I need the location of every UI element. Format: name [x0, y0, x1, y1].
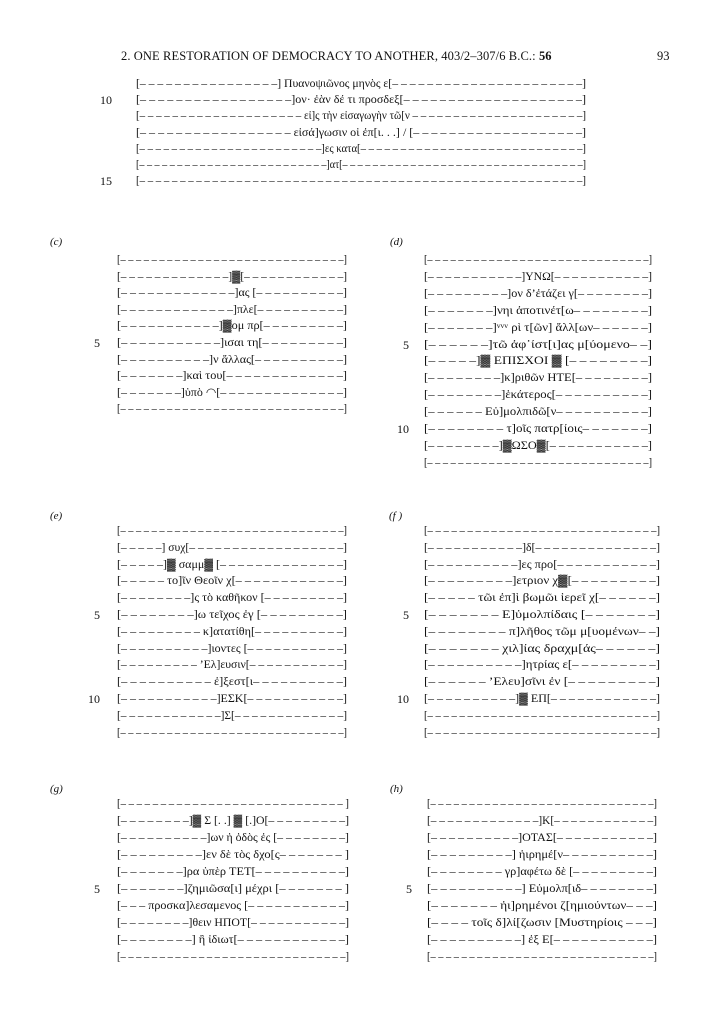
- inscription-line: [424, 304, 652, 319]
- inscription-line: [117, 270, 347, 285]
- inscription-line-text: [‒ ‒ ‒ ‒ ‒ ‒ ‒ ‒ ‒ ‒ ‒]▓ομ πρ[‒ ‒ ‒ ‒ ‒ ‒ ‒ ‒ ‒]: [117, 320, 347, 333]
- fragment-label: (d): [390, 236, 403, 248]
- inscription-line: [427, 848, 657, 863]
- inscription-line: [424, 541, 660, 556]
- inscription-line: [424, 338, 652, 353]
- inscription-line: [424, 456, 652, 471]
- inscription-line-text: [‒ ‒ ‒ ‒ ‒ ‒ ‒ ‒ ‒ ‒ ‒ ‒ ‒ ‒ ‒ ‒ ‒ ‒ ‒ ‒ ‒ ‒ ‒]ες κατα[‒ ‒ ‒ ‒ ‒ ‒ ‒ ‒ ‒ ‒ ‒ ‒ ‒ ‒ ‒ ‒ ‒ ‒ ‒ ‒ ‒ ‒ ‒ ‒ ‒ ‒ ‒ ‒]: [136, 142, 586, 155]
- inscription-line: [117, 726, 347, 741]
- inscription-line-text: [‒ ‒ ‒ ‒ ‒ ‒ ‒ ‒ ‒ ‒ ‒ ‒ ‒ ‒ ‒ ‒ ‒ ‒ ‒ ‒ ‒ ‒ ‒ ‒ ‒ ‒ ‒ ‒ ‒]: [427, 951, 657, 963]
- inscription-line: [424, 625, 660, 640]
- inscription-line-text: [‒ ‒ ‒ προσκα]λεσαμενος [‒ ‒ ‒ ‒ ‒ ‒ ‒ ‒ ‒ ‒ ‒]: [117, 900, 349, 912]
- inscription-line: [427, 814, 657, 829]
- inscription-line: [117, 933, 349, 948]
- inscription-line: [427, 950, 657, 965]
- inscription-line-text: [‒ ‒ ‒ ‒ ‒ ‒ ‒ ‒ ‒ ‒ ‒ ‒ ‒]▓[‒ ‒ ‒ ‒ ‒ ‒ ‒ ‒ ‒ ‒ ‒ ‒]: [117, 270, 347, 283]
- inscription-line-text: [‒ ‒ ‒ ‒ ‒ ‒ ‒ ‒ ‒ ‒]ητρίας ε[‒ ‒ ‒ ‒ ‒ ‒ ‒ ‒ ‒]: [424, 659, 660, 672]
- inscription-line: [136, 126, 586, 141]
- inscription-line-text: [‒ ‒ ‒ ‒ ‒ ‒ ‒ ‒ ‒]εν δὲ τὸς δχο[ς‒ ‒ ‒ ‒ ‒ ‒ ‒ ]: [117, 849, 349, 861]
- inscription-line: [424, 439, 652, 454]
- inscription-line-text: [‒ ‒ ‒ ‒ ‒ ‒ ‒ ‒]▓ Σ [. .] ▓ [.]Ο[‒ ‒ ‒ ‒ ‒ ‒ ‒ ‒ ‒]: [117, 815, 349, 827]
- inscription-line: [424, 709, 660, 724]
- inscription-line: [424, 321, 652, 336]
- inscription-line-text: [‒ ‒ ‒ ‒ ‒ ‒ ‒ ‒ ‒ ‒ ‒ ‒ ‒]ας [‒ ‒ ‒ ‒ ‒ ‒ ‒ ‒ ‒ ‒]: [117, 287, 347, 300]
- inscription-line: [117, 574, 347, 589]
- inscription-line-text: [‒ ‒ ‒ ‒ ‒ ‒ ‒ ‒] ἢ ἰδιωτ[‒ ‒ ‒ ‒ ‒ ‒ ‒ ‒ ‒ ‒ ‒ ‒]: [117, 934, 349, 946]
- inscription-line: [424, 658, 660, 673]
- inscription-line: [117, 353, 347, 368]
- page-number: 93: [657, 49, 670, 63]
- inscription-line: [427, 882, 657, 897]
- inscription-line: [117, 899, 349, 914]
- inscription-line-text: [‒ ‒ ‒ ‒ ‒ ‒ ‒ ‒ ‒ ‒ ‒ ‒ ‒]πλε[‒ ‒ ‒ ‒ ‒ ‒ ‒ ‒ ‒ ‒]: [117, 303, 347, 316]
- inscription-line: [424, 388, 652, 403]
- inscription-line: [136, 77, 586, 92]
- inscription-line: [117, 642, 347, 657]
- inscription-line-text: [‒ ‒ ‒ ‒ ‒ ‒ ‒ ‒ ‒ ‒ ‒ ‒]Σ[‒ ‒ ‒ ‒ ‒ ‒ ‒ ‒ ‒ ‒ ‒ ‒ ‒]: [117, 709, 347, 722]
- inscription-line-text: [‒ ‒ ‒ ‒ ‒ ‒ ‒]καὶ του[‒ ‒ ‒ ‒ ‒ ‒ ‒ ‒ ‒ ‒ ‒ ‒ ‒]: [117, 370, 347, 383]
- inscription-line: [117, 541, 347, 556]
- inscription-line-text: [‒ ‒ ‒ ‒ ‒ ‒ ‒ ‒ ‒ ‒]ων ἡ ὁδὸς ἐς [‒ ‒ ‒ ‒ ‒ ‒ ‒ ‒]: [117, 832, 349, 844]
- inscription-line: [424, 642, 660, 657]
- inscription-line-text: [‒ ‒ ‒ ‒ ‒ ‒ ‒ ‒ ‒ ‒ ‒ ‒ ‒ ‒ ‒ ‒ ‒ ‒ ‒ ‒ ‒ ‒ ‒ ‒ ‒ ‒ ‒ ‒ ‒]: [117, 403, 347, 416]
- inscription-line: [427, 899, 657, 914]
- inscription-line-text: [‒ ‒ ‒ ‒ ‒ ‒ ‒ ‒ ‒ ‒ ‒ ‒ ‒ ‒ ‒ ‒ ‒ ‒ ‒ ‒ ‒ ‒ ‒ ‒ ‒ ‒ ‒ ‒ ‒]: [424, 525, 660, 537]
- fragment-label: (c): [50, 236, 63, 248]
- line-number: 10: [100, 93, 112, 108]
- inscription-line-text: [‒ ‒ ‒ ‒ ‒ ‒ ‒ ‒ τ]οῖς πατρ[ίοις‒ ‒ ‒ ‒ ‒ ‒ ‒]: [424, 423, 652, 435]
- line-number: 15: [100, 174, 112, 189]
- line-number: 5: [94, 882, 100, 896]
- fragment-label: (f ): [389, 510, 403, 522]
- inscription-line: [136, 109, 586, 124]
- inscription-line-text: [‒ ‒ ‒ ‒ ‒ ‒ ‒ ‒ ‒ ‒ ‒ ‒ ‒ ‒ ‒ ‒ ‒ ‒ ‒ ‒ ‒ ‒ ‒ ‒ ‒ ‒ ‒ ‒ ‒]: [117, 951, 349, 963]
- inscription-line: [117, 303, 347, 318]
- inscription-line: [117, 865, 349, 880]
- inscription-line-text: [‒ ‒ ‒ ‒ ‒ ‒ ‒ ‒ ‒ ‒ ‒ ‒ ‒ ‒ ‒ ‒] Πυανοψιῶνος μηνὸς ε[‒ ‒ ‒ ‒ ‒ ‒ ‒ ‒ ‒ ‒ ‒ ‒ ‒ ‒ ‒ ‒ ‒ ‒ ‒ ‒ ‒ ‒]: [136, 78, 586, 90]
- inscription-line-text: [‒ ‒ ‒ ‒ ‒ ‒ ‒ ‒]ω τεῖχος ἐγ [‒ ‒ ‒ ‒ ‒ ‒ ‒ ‒ ‒]: [117, 609, 347, 621]
- inscription-line-text: [‒ ‒ ‒ ‒ ‒ ‒ ‒ ‒ ‒ ‒ ‒]ΕΣΚ[‒ ‒ ‒ ‒ ‒ ‒ ‒ ‒ ‒ ‒ ‒]: [117, 693, 347, 705]
- inscription-line-text: [‒ ‒ ‒ ‒ ‒ ‒ Εὐ]μολπιδῶ[ν‒ ‒ ‒ ‒ ‒ ‒ ‒ ‒ ‒ ‒]: [424, 406, 652, 419]
- inscription-line-text: [‒ ‒ ‒ ‒ ‒ ‒ ‒ ‒ ‒ ‒ ‒ ‒ ‒ ‒ ‒ ‒ ‒ ‒ ‒ ‒ ‒ ‒ ‒ ‒ ‒ ‒ ‒ ‒ ‒]: [424, 254, 652, 266]
- inscription-line-text: [‒ ‒ ‒ ‒ τοῖς δ]λί[ζωσιν [Μυστηρίοις ‒ ‒ ‒]: [427, 917, 657, 929]
- inscription-line: [117, 319, 347, 334]
- inscription-line: [424, 253, 652, 268]
- inscription-line: [427, 916, 657, 931]
- inscription-line: [424, 558, 660, 573]
- inscription-line: [424, 574, 660, 589]
- inscription-line: [427, 865, 657, 880]
- inscription-line-text: [‒ ‒ ‒ ‒ ‒ ‒ ‒ ‒ γρ]αφέτω δὲ [‒ ‒ ‒ ‒ ‒ ‒ ‒ ‒ ‒]: [427, 866, 657, 878]
- inscription-line: [117, 831, 349, 846]
- inscription-line: [424, 354, 652, 369]
- inscription-line-text: [‒ ‒ ‒ ‒ ‒ ‒ ‒ ‒]ς τὸ καθῆκον [‒ ‒ ‒ ‒ ‒ ‒ ‒ ‒ ‒]: [117, 592, 347, 605]
- inscription-line-text: [‒ ‒ ‒ ‒ ‒ ‒ ‒ ‒ ‒ ‒] ἐξ Ε[‒ ‒ ‒ ‒ ‒ ‒ ‒ ‒ ‒ ‒ ‒]: [427, 934, 657, 946]
- inscription-line-text: [‒ ‒ ‒ ‒ ‒ ‒ ‒ ‒ ‒ ‒]ες προ[‒ ‒ ‒ ‒ ‒ ‒ ‒ ‒ ‒ ‒ ‒]: [424, 558, 660, 571]
- inscription-line: [424, 726, 660, 741]
- inscription-line: [117, 336, 347, 351]
- inscription-line-text: [‒ ‒ ‒ ‒ ‒ ‒ ‒ ‒ ‒ ‒ ‒ ‒ ‒ ‒ ‒ ‒ ‒ ‒ ‒ ‒ ‒ ‒ ‒ ‒ ‒ ‒ ‒ ‒ ‒]: [117, 525, 347, 537]
- inscription-line: [117, 369, 347, 384]
- inscription-line-text: [‒ ‒ ‒ ‒ ‒ ‒ ‒ ‒ ‒ ‒ ‒ ‒ ‒ ‒ ‒ ‒ ‒ ‒ ‒ ‒ εἰ]ς τὴν εἰσαγωγὴν τῶ[ν ‒ ‒ ‒ ‒ ‒ ‒ ‒ ‒ ‒ ‒ ‒ ‒ ‒ ‒ ‒ ‒ ‒ ‒ ‒ ‒ ‒]: [136, 110, 586, 123]
- inscription-line: [117, 591, 347, 606]
- inscription-line-text: [‒ ‒ ‒ ‒ ‒ ‒ ‒]ὑπὸ ◠[‒ ‒ ‒ ‒ ‒ ‒ ‒ ‒ ‒ ‒ ‒ ‒ ‒ ‒]: [117, 386, 347, 399]
- inscription-line-text: [‒ ‒ ‒ ‒ ‒ ‒ ’Ελευ]σῖνι ἐν [‒ ‒ ‒ ‒ ‒ ‒ ‒ ‒ ‒]: [424, 676, 660, 689]
- inscription-line: [427, 797, 657, 812]
- inscription-line: [136, 158, 586, 173]
- inscription-line: [117, 402, 347, 417]
- inscription-line-text: [‒ ‒ ‒ ‒ ‒ ‒ ‒]ᵛᵛᵛ ρὶ τ[ῶν] ἄλλ[ων‒ ‒ ‒ ‒ ‒ ‒]: [424, 321, 652, 334]
- inscription-line-text: [‒ ‒ ‒ ‒ ‒ ‒ ‒ ἠι]ρημένοι ζ[ημιούντων‒ ‒ ‒]: [427, 900, 657, 912]
- inscription-line-text: [‒ ‒ ‒ ‒ ‒ ‒ ‒ ‒]▓ΩΣΟ▓[‒ ‒ ‒ ‒ ‒ ‒ ‒ ‒ ‒ ‒ ‒]: [424, 439, 652, 452]
- inscription-line-text: [‒ ‒ ‒ ‒ ‒ ‒ ‒ ‒ ‒ ‒ ‒ ‒ ‒ ‒ ‒ ‒ ‒ ‒ ‒ ‒ ‒ ‒ ‒ ‒ ‒ ‒ ‒ ‒ ‒]: [424, 456, 652, 469]
- inscription-line-text: [‒ ‒ ‒ ‒ ‒ ‒ ‒]ρα ὑπὲρ ΤΕΤ[‒ ‒ ‒ ‒ ‒ ‒ ‒ ‒ ‒ ‒]: [117, 866, 349, 878]
- line-number: 5: [406, 882, 412, 896]
- line-number: 10: [88, 692, 100, 706]
- inscription-line: [117, 286, 347, 301]
- inscription-line-text: [‒ ‒ ‒ ‒ ‒ ‒ ‒ ‒ ‒ ‒ ‒ ‒ ‒ ‒ ‒ ‒ ‒ εἰσά]γωσιν οἱ ἐπ[ι. . .] / [‒ ‒ ‒ ‒ ‒ ‒ ‒ ‒ ‒ ‒ ‒ ‒ ‒ ‒ ‒ ‒ ‒ ‒ ‒]: [136, 126, 586, 139]
- line-number: 10: [397, 692, 409, 706]
- inscription-line-text: [‒ ‒ ‒ ‒ ‒ ‒ ‒ ‒ ‒ ‒] Εὐμολπ[ιδ‒ ‒ ‒ ‒ ‒ ‒ ‒ ‒]: [427, 883, 657, 895]
- inscription-line: [117, 950, 349, 965]
- inscription-line-text: [‒ ‒ ‒ ‒ ‒ ‒ ‒ ‒ ‒ ‒ ‒ ‒ ‒ ‒ ‒ ‒ ‒ ‒ ‒ ‒ ‒ ‒ ‒ ‒ ‒ ‒ ‒ ‒ ]: [117, 798, 349, 810]
- inscription-line-text: [‒ ‒ ‒ ‒ ‒ ‒ ‒ ‒ ‒ ‒]ιοντες [‒ ‒ ‒ ‒ ‒ ‒ ‒ ‒ ‒ ‒ ‒]: [117, 642, 347, 655]
- line-number: 5: [94, 336, 100, 350]
- inscription-line: [117, 558, 347, 573]
- inscription-line-text: [‒ ‒ ‒ ‒ ‒]▓ ΕΠΙΣΧΟΙ ▓ [‒ ‒ ‒ ‒ ‒ ‒ ‒ ‒]: [424, 355, 652, 368]
- inscription-line-text: [‒ ‒ ‒ ‒ ‒ ‒ ‒]ζημιῶσα[ι] μέχρι [‒ ‒ ‒ ‒ ‒ ‒ ‒ ]: [117, 883, 349, 895]
- inscription-line: [424, 524, 660, 539]
- inscription-line-text: [‒ ‒ ‒ ‒ ‒ ‒ ‒ ‒ ‒]ετριον χ▓[‒ ‒ ‒ ‒ ‒ ‒ ‒ ‒ ‒]: [424, 575, 660, 588]
- inscription-line-text: [‒ ‒ ‒ ‒ ‒ ‒ ‒ ‒ ‒ ‒ ‒ ‒ ‒ ‒ ‒ ‒ ‒ ‒ ‒ ‒ ‒ ‒ ‒ ‒ ‒ ‒ ‒ ‒ ‒]: [424, 709, 660, 722]
- fragment-label: (h): [390, 783, 403, 795]
- inscription-line-text: [‒ ‒ ‒ ‒ ‒ ‒ ‒ Ε]ὐμολπίδαις [‒ ‒ ‒ ‒ ‒ ‒ ‒]: [424, 609, 660, 621]
- inscription-line-text: [‒ ‒ ‒ ‒ ‒ ‒ ‒ ‒ ‒] ἠιρημέ[ν‒ ‒ ‒ ‒ ‒ ‒ ‒ ‒ ‒ ‒]: [427, 849, 657, 861]
- inscription-line: [424, 692, 660, 707]
- inscription-line: [136, 93, 586, 108]
- line-number: 5: [403, 337, 409, 352]
- inscription-line: [117, 386, 347, 401]
- inscription-line-text: [‒ ‒ ‒ ‒ ‒ ‒]τῶ ἀφ᾽ίστ[ι]ας μ[ύομενο‒ ‒]: [424, 338, 652, 351]
- inscription-line: [424, 405, 652, 420]
- inscription-line: [424, 270, 652, 285]
- inscription-line: [427, 831, 657, 846]
- inscription-line: [424, 608, 660, 623]
- inscription-line: [424, 371, 652, 386]
- line-number: 5: [94, 608, 100, 622]
- inscription-line-text: [‒ ‒ ‒ ‒ ‒ ‒ ‒ ‒ ‒ ‒ ‒ ‒ ‒ ‒ ‒ ‒ ‒ ‒ ‒ ‒ ‒ ‒ ‒ ‒ ‒ ‒ ‒ ‒ ‒]: [427, 798, 657, 810]
- inscription-line: [136, 174, 586, 189]
- inscription-line: [427, 933, 657, 948]
- inscription-line: [117, 797, 349, 812]
- inscription-number: 56: [538, 49, 552, 63]
- inscription-line: [117, 814, 349, 829]
- inscription-line-text: [‒ ‒ ‒ ‒ ‒ ‒ ‒ ‒]ἑκάτερος[‒ ‒ ‒ ‒ ‒ ‒ ‒ ‒ ‒ ‒]: [424, 389, 652, 402]
- inscription-line: [136, 142, 586, 157]
- inscription-line-text: [‒ ‒ ‒ ‒ ‒ ‒ ‒ ‒ ‒]ον δ’ἐτάζει γ[‒ ‒ ‒ ‒ ‒ ‒ ‒ ‒]: [424, 287, 652, 300]
- inscription-line: [117, 658, 347, 673]
- inscription-line: [424, 422, 652, 437]
- inscription-line-text: [‒ ‒ ‒ ‒ ‒ ‒ ‒ ‒ ‒ ‒ ‒ ‒ ‒ ‒ ‒ ‒ ‒]ον· ἐὰν δέ τι προσδεξ[‒ ‒ ‒ ‒ ‒ ‒ ‒ ‒ ‒ ‒ ‒ ‒ ‒ ‒ ‒ ‒ ‒ ‒ ‒ ‒]: [136, 94, 586, 107]
- inscription-line: [117, 692, 347, 707]
- inscription-line-text: [‒ ‒ ‒ ‒ ‒ ‒ ‒ ‒ ‒ ‒ ‒ ‒ ‒ ‒ ‒ ‒ ‒ ‒ ‒ ‒ ‒ ‒ ‒ ‒ ‒ ‒ ‒ ‒ ‒]: [117, 254, 347, 266]
- inscription-line-text: [‒ ‒ ‒ ‒ ‒ ‒ ‒ ‒ ‒ ‒ ‒ ‒ ‒ ‒ ‒ ‒ ‒ ‒ ‒ ‒ ‒ ‒ ‒ ‒ ‒ ‒ ‒ ‒ ‒]: [117, 726, 347, 739]
- inscription-line-text: [‒ ‒ ‒ ‒ ‒ ‒ ‒ ‒ ‒ ‒ ‒]δ[‒ ‒ ‒ ‒ ‒ ‒ ‒ ‒ ‒ ‒ ‒ ‒ ‒ ‒]: [424, 541, 660, 554]
- inscription-line-text: [‒ ‒ ‒ ‒ ‒] συχ[‒ ‒ ‒ ‒ ‒ ‒ ‒ ‒ ‒ ‒ ‒ ‒ ‒ ‒ ‒ ‒ ‒ ‒]: [117, 541, 347, 554]
- inscription-line: [117, 675, 347, 690]
- inscription-line-text: [‒ ‒ ‒ ‒ ‒ τῶι ἐπ]ὶ βωμῶι ἱερεῖ χ[‒ ‒ ‒ ‒ ‒ ‒]: [424, 592, 660, 605]
- running-header-text: 2. ONE RESTORATION OF DEMOCRACY TO ANOTHER, 403/2–307/6 B.C.:: [121, 49, 539, 63]
- inscription-line-text: [‒ ‒ ‒ ‒ ‒ ‒ ‒ ‒]θειν ΗΠΟΤ[‒ ‒ ‒ ‒ ‒ ‒ ‒ ‒ ‒ ‒ ‒]: [117, 917, 349, 929]
- inscription-line-text: [‒ ‒ ‒ ‒ ‒ ‒ ‒ ‒ ‒ ‒ ‒]ισαι τη[‒ ‒ ‒ ‒ ‒ ‒ ‒ ‒ ‒]: [117, 337, 347, 349]
- inscription-line: [424, 287, 652, 302]
- inscription-line: [117, 625, 347, 640]
- inscription-line-text: [‒ ‒ ‒ ‒ ‒ το]ῖν Θεοῖν χ[‒ ‒ ‒ ‒ ‒ ‒ ‒ ‒ ‒ ‒ ‒ ‒]: [117, 575, 347, 588]
- inscription-line-text: [‒ ‒ ‒ ‒ ‒ ‒ ‒ ‒ ‒ κ]ατατίθη[‒ ‒ ‒ ‒ ‒ ‒ ‒ ‒ ‒ ‒]: [117, 625, 347, 638]
- fragment-label: (e): [50, 510, 63, 522]
- inscription-line: [117, 848, 349, 863]
- inscription-line-text: [‒ ‒ ‒ ‒ ‒ ‒ ‒ ‒ ‒ ‒ ‒]ΥΝΩ[‒ ‒ ‒ ‒ ‒ ‒ ‒ ‒ ‒ ‒ ‒]: [424, 270, 652, 283]
- inscription-line-text: [‒ ‒ ‒ ‒ ‒ ‒ ‒]νηι ἀποτινέτ[ω‒ ‒ ‒ ‒ ‒ ‒ ‒ ‒]: [424, 304, 652, 317]
- fragment-label: (g): [50, 783, 63, 795]
- inscription-line-text: [‒ ‒ ‒ ‒ ‒ ‒ ‒ ‒ ‒ ‒ ‒ ‒ ‒]Κ[‒ ‒ ‒ ‒ ‒ ‒ ‒ ‒ ‒ ‒ ‒ ‒]: [427, 815, 657, 827]
- inscription-line-text: [‒ ‒ ‒ ‒ ‒ ‒ ‒ ‒ ‒ ‒]▓ ΕΠ[‒ ‒ ‒ ‒ ‒ ‒ ‒ ‒ ‒ ‒ ‒ ‒]: [424, 693, 660, 705]
- inscription-line-text: [‒ ‒ ‒ ‒ ‒ ‒ ‒ ‒ ‒ ‒]ν ἄλλας[‒ ‒ ‒ ‒ ‒ ‒ ‒ ‒ ‒ ‒]: [117, 353, 347, 366]
- line-number: 5: [403, 608, 409, 622]
- inscription-line: [117, 524, 347, 539]
- inscription-line: [117, 608, 347, 623]
- inscription-line-text: [‒ ‒ ‒ ‒ ‒ ‒ ‒ ‒ ‒ ‒ ‒ ‒ ‒ ‒ ‒ ‒ ‒ ‒ ‒ ‒ ‒ ‒ ‒ ‒ ‒]ατ[‒ ‒ ‒ ‒ ‒ ‒ ‒ ‒ ‒ ‒ ‒ ‒ ‒ ‒ ‒ ‒ ‒ ‒ ‒ ‒ ‒ ‒ ‒ ‒ ‒ ‒ ‒ ‒ ‒ ‒ ‒ ‒]: [136, 159, 586, 171]
- inscription-line: [117, 882, 349, 897]
- inscription-line-text: [‒ ‒ ‒ ‒ ‒ ‒ ‒ ‒ ‒ ‒]ΟΤΑΣ[‒ ‒ ‒ ‒ ‒ ‒ ‒ ‒ ‒ ‒ ‒]: [427, 832, 657, 844]
- line-number: 10: [397, 422, 409, 436]
- inscription-line-text: [‒ ‒ ‒ ‒ ‒ ‒ ‒ ‒]κ]ριθῶν ΗΤΕ[‒ ‒ ‒ ‒ ‒ ‒ ‒ ‒]: [424, 372, 652, 385]
- inscription-line-text: [‒ ‒ ‒ ‒ ‒ ‒ ‒ ‒ ‒ ‒ ἐ]ξεστ[ι‒ ‒ ‒ ‒ ‒ ‒ ‒ ‒ ‒ ‒]: [117, 676, 347, 689]
- inscription-line: [424, 675, 660, 690]
- inscription-line: [117, 253, 347, 268]
- running-header-title: [121, 49, 552, 64]
- inscription-line-text: [‒ ‒ ‒ ‒ ‒ ‒ ‒ ‒ ‒ ’Ελ]ευσιν[‒ ‒ ‒ ‒ ‒ ‒ ‒ ‒ ‒ ‒ ‒]: [117, 659, 347, 672]
- inscription-line-text: [‒ ‒ ‒ ‒ ‒ ‒ ‒ χιλ]ίας δραχμ[άς‒ ‒ ‒ ‒ ‒ ‒]: [424, 642, 660, 655]
- inscription-line-text: [‒ ‒ ‒ ‒ ‒ ‒ ‒ ‒ π]λῆθος τῶμ μ[υομένων‒ ‒]: [424, 625, 660, 638]
- inscription-line-text: [‒ ‒ ‒ ‒ ‒ ‒ ‒ ‒ ‒ ‒ ‒ ‒ ‒ ‒ ‒ ‒ ‒ ‒ ‒ ‒ ‒ ‒ ‒ ‒ ‒ ‒ ‒ ‒ ‒]: [424, 726, 660, 739]
- inscription-line: [117, 709, 347, 724]
- inscription-line: [117, 916, 349, 931]
- inscription-line-text: [‒ ‒ ‒ ‒ ‒]▓ σαμμ▓ [‒ ‒ ‒ ‒ ‒ ‒ ‒ ‒ ‒ ‒ ‒ ‒ ‒ ‒]: [117, 558, 347, 571]
- inscription-line-text: [‒ ‒ ‒ ‒ ‒ ‒ ‒ ‒ ‒ ‒ ‒ ‒ ‒ ‒ ‒ ‒ ‒ ‒ ‒ ‒ ‒ ‒ ‒ ‒ ‒ ‒ ‒ ‒ ‒ ‒ ‒ ‒ ‒ ‒ ‒ ‒ ‒ ‒ ‒ ‒ ‒ ‒ ‒ ‒ ‒ ‒ ‒ ‒ ‒ ‒ ‒ ‒ ‒ ‒ ‒]: [136, 175, 586, 188]
- inscription-line: [424, 591, 660, 606]
